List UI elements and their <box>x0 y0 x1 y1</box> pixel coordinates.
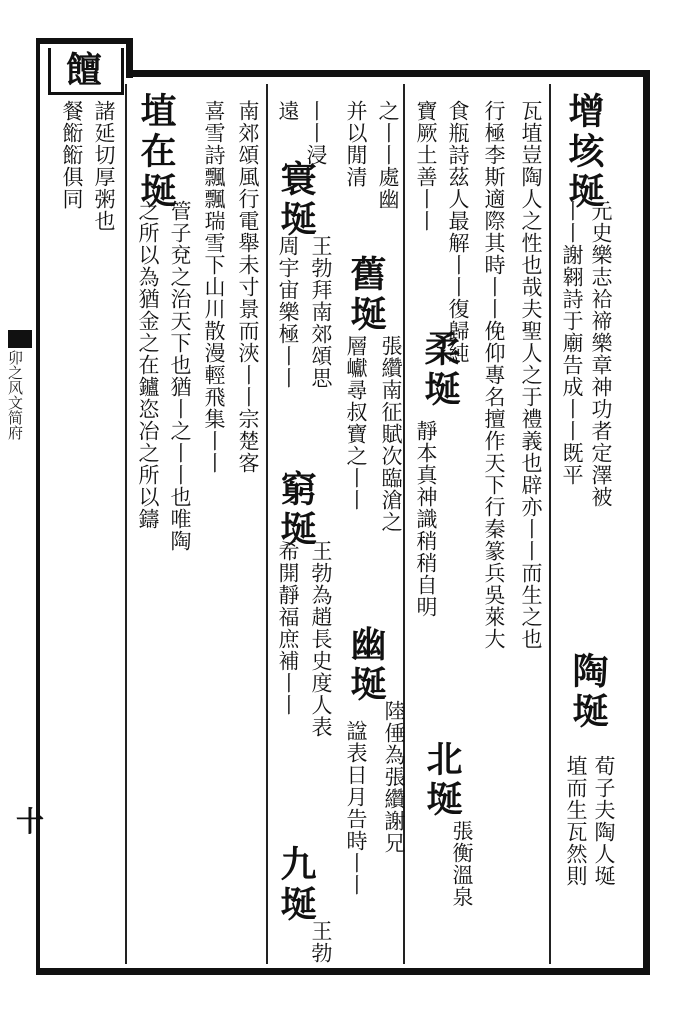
frame-right-border <box>643 70 650 975</box>
text-column: 喜雪詩飄飄瑞雪下山川散漫輕飛集丨丨 <box>202 100 226 474</box>
text-column: 食瓶詩茲人最解丨丨復歸純 <box>446 100 470 364</box>
headword-you-yan: 幽埏 <box>345 625 387 705</box>
text-column: 諸延切厚粥也 <box>92 100 116 232</box>
text-column: 并以閒清 <box>344 100 368 188</box>
text-column: 層巘尋叔寶之丨丨 <box>344 335 368 511</box>
frame-bottom-border <box>36 968 650 975</box>
text-column: 遠 <box>276 100 300 122</box>
headword-zeng-gai-yan: 增垓埏 <box>563 92 605 212</box>
text-column: 王勃為趙長史度人表 <box>309 540 333 738</box>
headword-jiu-yan-nine: 九埏 <box>275 845 317 925</box>
text-column: 張衡溫泉 <box>450 820 474 908</box>
text-column: 埴而生瓦然則 <box>564 755 588 887</box>
text-column: 諡表日月告時丨丨 <box>344 720 368 896</box>
headword-tao-yan: 陶埏 <box>567 652 609 732</box>
text-column: 王勃 <box>309 920 333 964</box>
frame-top-border <box>38 38 132 44</box>
column-divider <box>125 84 127 964</box>
text-column: 王勃拜南郊頌思 <box>309 235 333 389</box>
text-column: 瓦埴豈陶人之性也哉夫聖人之于禮義也辟亦丨丨而生之也 <box>519 100 543 650</box>
text-column: 荀子夫陶人埏 <box>592 755 616 887</box>
text-column: 張纘南征賦次臨滄之 <box>379 335 403 533</box>
text-column: 南郊頌風行電舉未寸景而浹丨丨宗楚客 <box>236 100 260 474</box>
text-column: 餐餰餰俱同 <box>60 100 84 210</box>
text-column: 丨丨浸 <box>304 100 328 166</box>
margin-label: 卯之风文简府 <box>6 350 24 440</box>
text-column: 丨丨謝翱詩于廟告成丨丨既平 <box>560 200 584 486</box>
headword-rou-yan: 柔埏 <box>419 330 461 410</box>
text-column: 周宇宙樂極丨丨 <box>276 235 300 389</box>
frame-top-border-main <box>130 70 650 77</box>
headword-zhi-zai-yan: 埴在埏 <box>135 92 177 212</box>
headword-qiong-yan: 窮埏 <box>275 470 317 550</box>
text-column: 元史樂志袷禘樂章神功者定澤被 <box>589 200 613 508</box>
headword-bei-yan: 北埏 <box>421 740 463 820</box>
text-column: 之所以為猶金之在鑪恣冶之所以鑄 <box>136 200 160 530</box>
text-column: 寶厥土善丨丨 <box>414 100 438 232</box>
text-column: 之丨丨處幽 <box>376 100 400 210</box>
text-column: 希開靜福庶補丨丨 <box>276 540 300 716</box>
text-column: 靜本真神識稍稍自明 <box>414 420 438 618</box>
headword-jiu-yan: 舊埏 <box>345 255 387 335</box>
margin-black-mark <box>8 330 32 348</box>
column-divider <box>549 84 551 964</box>
page-number: 十 <box>16 805 45 838</box>
text-column: 陸倕為張纘謝兄 <box>382 700 406 854</box>
header-character: 饘 <box>65 49 102 91</box>
column-divider <box>266 84 268 964</box>
text-column: 行極李斯適際其時丨丨俛仰專名擅作天下行秦篆兵吳萊大 <box>482 100 506 650</box>
text-column: 管子兗之治天下也猶丨之丨丨也唯陶 <box>168 200 192 552</box>
headword-huan-yan: 寰埏 <box>275 160 317 240</box>
